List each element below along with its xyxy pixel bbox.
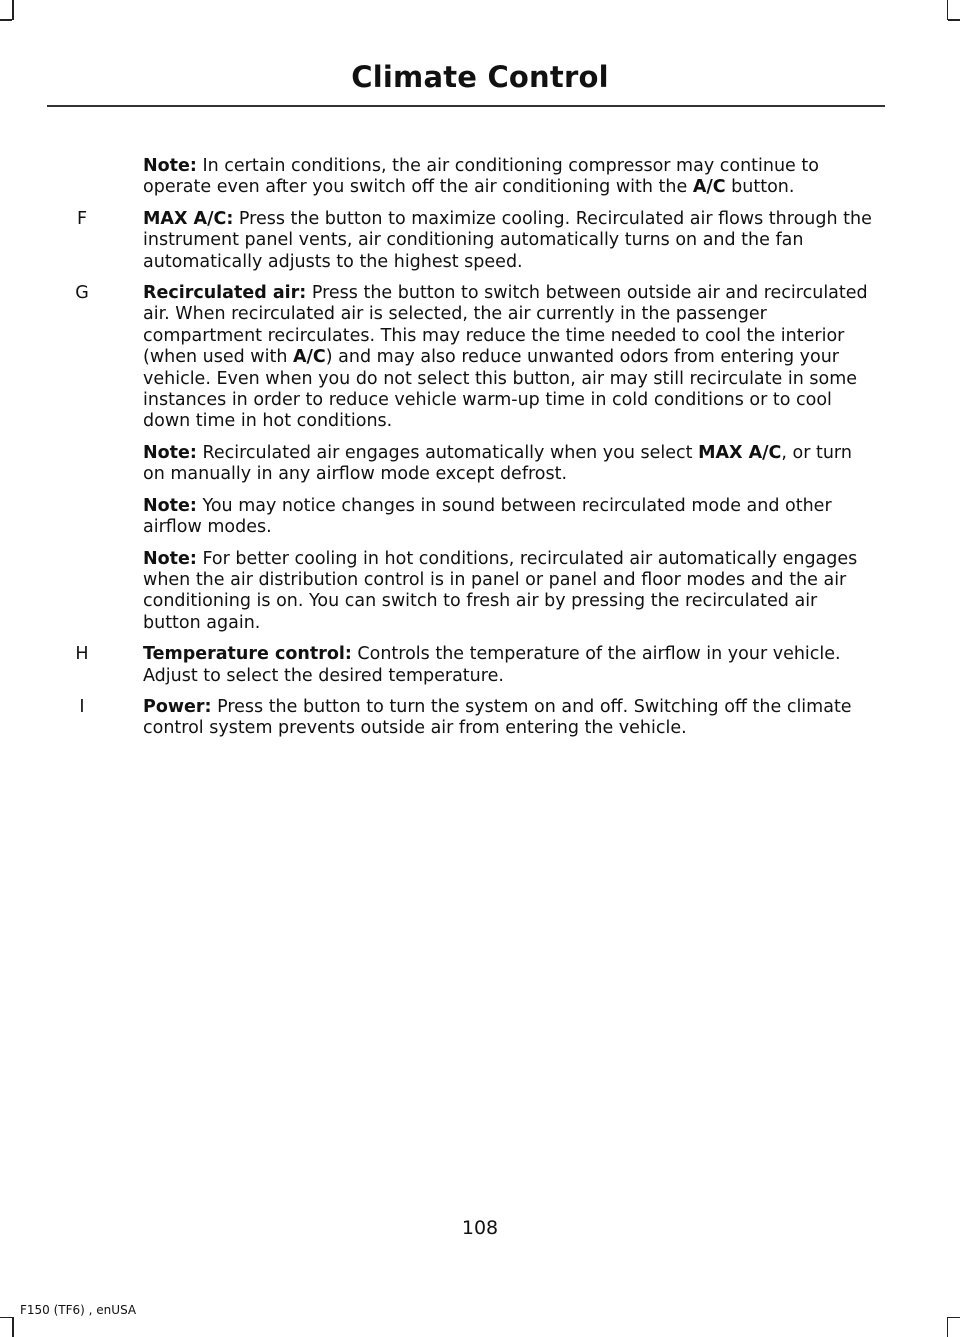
list-item (0, 209, 960, 273)
crop-mark (948, 1317, 960, 1319)
item-heading: Recirculated air: (143, 283, 307, 304)
item-text: MAX A/C: Press the button to maximize cooling. Recirculated air flows through the instrument panel vents, air conditioning automatically turns on and the fan automatically adjusts to the highest speed. (143, 208, 872, 272)
header-divider (47, 105, 885, 107)
item-label: F (76, 208, 88, 229)
item-heading: Note: (143, 156, 197, 176)
item-heading: Temperature control: (143, 644, 352, 665)
list-item (0, 644, 960, 687)
item-text: Note: You may notice changes in sound between recirculated mode and other airflow modes. (143, 495, 832, 538)
list-item (0, 549, 960, 635)
list-item (0, 283, 960, 433)
item-text: Note: For better cooling in hot conditions, recirculated air automatically engages when the air distribution control is in panel or panel and floor modes and the air conditioning is on. You can switch to fresh air by pressing the recirculated air button again. (143, 548, 858, 633)
item-heading: Note: (143, 548, 197, 569)
item-text: Power: Press the button to turn the system on and off. Switching off the climate control system prevents outside air from entering the vehicle. (143, 696, 852, 739)
item-text: Note: Recirculated air engages automatically when you select MAX A/C, or turn on manually in any airflow mode except defrost. (143, 442, 852, 485)
item-label: I (79, 696, 85, 717)
item-heading: Note: (143, 495, 197, 516)
crop-mark (0, 19, 12, 21)
item-heading: MAX A/C: (143, 208, 234, 229)
item-label: H (75, 644, 89, 665)
list-item (0, 443, 960, 486)
page-number: 108 (461, 1217, 499, 1239)
item-heading: Power: (143, 696, 212, 717)
list-item (0, 156, 960, 199)
document-id: F150 (TF6) , enUSA (20, 1303, 137, 1317)
list-item (0, 496, 960, 539)
item-text: Temperature control: Controls the temperature of the airflow in your vehicle. Adjust to select the desired temperature. (143, 644, 841, 686)
item-text: Recirculated air: Press the button to switch between outside air and recirculated air. When recirculated air is selected, the air currently in the passenger compartment recirculates. This may reduce the time needed to cool the interior (when used with A/C) and may also reduce unwanted odors from entering your vehicle. Even when you do not select this button, air may still recirculate in some instances in order to reduce vehicle warm-up time in cold conditions or to cool down time in hot conditions. (143, 283, 868, 432)
crop-mark (12, 0, 14, 20)
crop-mark (947, 1317, 949, 1337)
item-label: G (75, 283, 89, 304)
item-heading: Note: (143, 442, 197, 463)
crop-mark (947, 0, 949, 20)
list-item (0, 697, 960, 740)
crop-mark (0, 1317, 12, 1319)
crop-mark (948, 19, 960, 21)
manual-content (0, 156, 960, 750)
crop-mark (12, 1317, 14, 1337)
page-title: Climate Control (351, 60, 609, 94)
item-text: Note: In certain conditions, the air conditioning compressor may continue to operate even after you switch off the air conditioning with the A/C button. (143, 156, 819, 198)
